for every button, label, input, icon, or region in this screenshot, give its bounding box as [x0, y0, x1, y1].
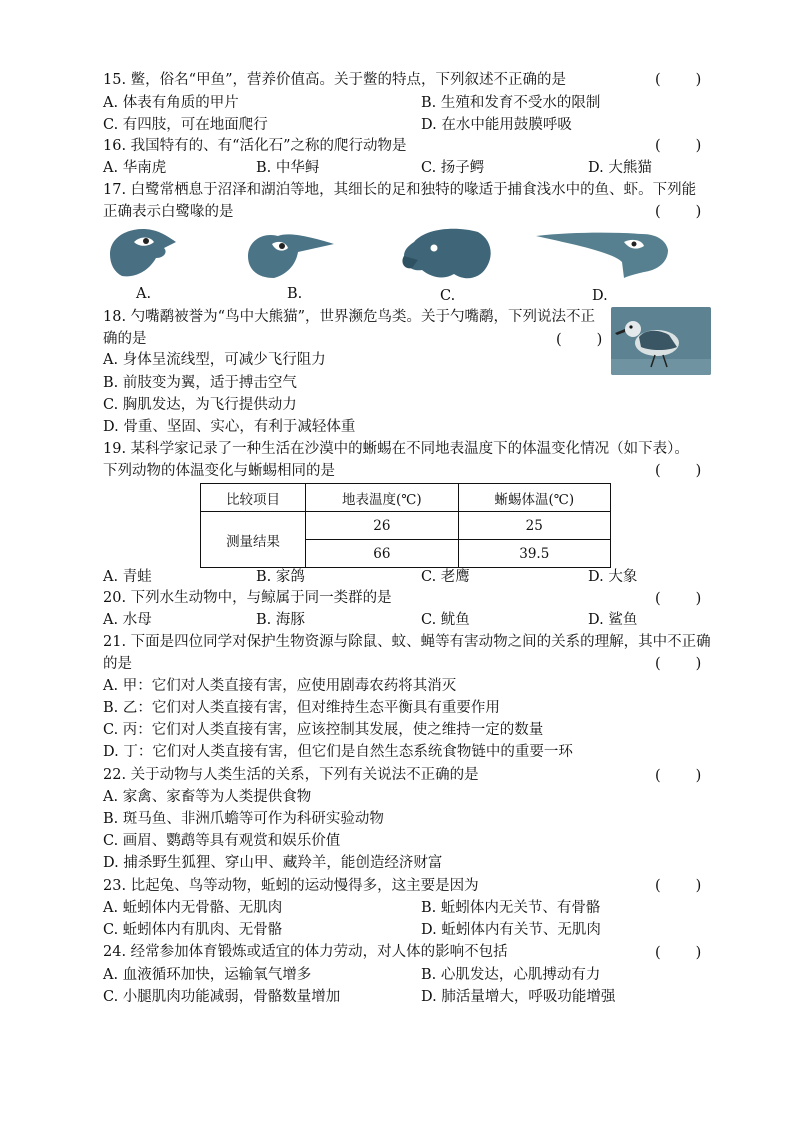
- option-c: C. 蚯蚓体内有肌肉、无骨骼: [103, 922, 283, 938]
- question-stem: 21. 下面是四位同学对保护生物资源与除鼠、蚊、蝇等有害动物之间的关系的理解，其中不正确: [103, 634, 711, 650]
- option-b: B. 斑马鱼、非洲爪蟾等可作为科研实验动物: [103, 811, 384, 827]
- option-c: C. 老鹰: [421, 569, 470, 585]
- option-d: D. 蚯蚓体内有关节、无肌肉: [421, 922, 601, 938]
- option-c: C. 有四肢，可在地面爬行: [103, 117, 268, 133]
- option-a: A. 血液循环加快，运输氧气增多: [103, 967, 312, 983]
- option-a: A. 水母: [103, 612, 152, 628]
- option-c: C. 画眉、鹦鹉等具有观赏和娱乐价值: [103, 833, 341, 849]
- option-c: C. 鱿鱼: [421, 612, 470, 628]
- answer-parentheses: ( ): [655, 138, 704, 154]
- temperature-table: [200, 483, 611, 568]
- question-stem: 23. 比起兔、鸟等动物，蚯蚓的运动慢得多，这主要是因为: [103, 878, 479, 894]
- question-stem: 20. 下列水生动物中，与鲸属于同一类群的是: [103, 590, 392, 606]
- beak-b-image: [238, 222, 338, 282]
- answer-parentheses: ( ): [655, 591, 704, 607]
- answer-parentheses: ( ): [655, 463, 704, 479]
- answer-parentheses: ( ): [655, 204, 704, 220]
- option-a: A. 体表有角质的甲片: [103, 95, 239, 111]
- question-stem: 22. 关于动物与人类生活的关系，下列有关说法不正确的是: [103, 767, 479, 783]
- answer-parentheses: ( ): [655, 768, 704, 784]
- option-b: B. 乙：它们对人类直接有害，但对维持生态平衡具有重要作用: [103, 700, 500, 716]
- table-row-label: 测量结果: [201, 512, 306, 568]
- option-a: A. 家禽、家畜等为人类提供食物: [103, 789, 312, 805]
- question-stem-continued: 下列动物的体温变化与蜥蜴相同的是: [103, 463, 335, 479]
- spoon-billed-sandpiper-photo: [611, 307, 711, 375]
- option-d: D. 骨重、坚固、实心，有利于减轻体重: [103, 419, 356, 435]
- option-b: B. 海豚: [256, 612, 305, 628]
- beak-a-image: [104, 222, 180, 282]
- option-c: C. 丙：它们对人类直接有害，应该控制其发展，使之维持一定的数量: [103, 722, 544, 738]
- option-b: B. 中华鲟: [256, 160, 320, 176]
- answer-parentheses: ( ): [556, 332, 605, 348]
- question-stem: 15. 鳖，俗名“甲鱼”，营养价值高。关于鳖的特点，下列叙述不正确的是: [103, 72, 566, 88]
- answer-parentheses: ( ): [655, 656, 704, 672]
- question-stem: 19. 某科学家记录了一种生活在沙漠中的蜥蜴在不同地表温度下的体温变化情况（如下表）。: [103, 441, 689, 457]
- option-b: B. 生殖和发育不受水的限制: [421, 95, 601, 111]
- question-stem-continued: 正确表示白鹭喙的是: [103, 204, 234, 220]
- beak-d-label: D.: [592, 288, 608, 304]
- question-stem: 18. 勺嘴鹬被誉为“鸟中大熊猫”，世界濒危鸟类。关于勺嘴鹬，下列说法不正: [103, 309, 595, 325]
- option-b: B. 前肢变为翼，适于搏击空气: [103, 375, 297, 391]
- option-d: D. 丁：它们对人类直接有害，但它们是自然生态系统食物链中的重要一环: [103, 744, 573, 760]
- option-b: B. 心肌发达，心肌搏动有力: [421, 967, 601, 983]
- option-d: D. 鲨鱼: [588, 612, 638, 628]
- table-cell: 25: [458, 512, 610, 540]
- table-header-row: [201, 484, 611, 512]
- option-d: D. 肺活量增大，呼吸功能增强: [421, 989, 616, 1005]
- question-stem: 16. 我国特有的、有“活化石”之称的爬行动物是: [103, 138, 407, 154]
- question-stem-continued: 的是: [103, 656, 132, 672]
- option-d: D. 大熊猫: [588, 160, 652, 176]
- table-header: 比较项目: [201, 484, 306, 512]
- option-b: B. 蚯蚓体内无关节、有骨骼: [421, 900, 601, 916]
- option-c: C. 扬子鳄: [421, 160, 485, 176]
- beak-a-label: A.: [136, 286, 152, 302]
- table-cell: 26: [306, 512, 458, 540]
- answer-parentheses: ( ): [655, 945, 704, 961]
- question-stem: 24. 经常参加体育锻炼或适宜的体力劳动，对人体的影响不包括: [103, 944, 508, 960]
- answer-parentheses: ( ): [655, 72, 704, 88]
- question-stem-continued: 确的是: [103, 331, 147, 347]
- option-d: D. 大象: [588, 569, 638, 585]
- beak-c-image: [396, 222, 496, 284]
- option-c: C. 小腿肌肉功能减弱，骨骼数量增加: [103, 989, 341, 1005]
- table-header: 地表温度(℃): [306, 484, 458, 512]
- question-stem: 17. 白鹭常栖息于沼泽和湖泊等地，其细长的足和独特的喙适于捕食浅水中的鱼、虾。下列能: [103, 182, 697, 198]
- option-c: C. 胸肌发达，为飞行提供动力: [103, 397, 297, 413]
- table-header: 蜥蜴体温(℃): [458, 484, 610, 512]
- beak-c-label: C.: [440, 288, 456, 304]
- option-a: A. 身体呈流线型，可减少飞行阻力: [103, 352, 326, 368]
- option-a: A. 蚯蚓体内无骨骼、无肌肉: [103, 900, 283, 916]
- answer-parentheses: ( ): [655, 878, 704, 894]
- table-row: [201, 512, 611, 540]
- table-cell: 39.5: [458, 540, 610, 568]
- option-a: A. 甲：它们对人类直接有害，应使用剧毒农药将其消灭: [103, 678, 457, 694]
- table-cell: 66: [306, 540, 458, 568]
- option-a: A. 青蛙: [103, 569, 152, 585]
- option-d: D. 捕杀野生狐狸、穿山甲、藏羚羊，能创造经济财富: [103, 855, 443, 871]
- beak-d-image: [532, 222, 672, 282]
- option-d: D. 在水中能用鼓膜呼吸: [421, 117, 572, 133]
- option-a: A. 华南虎: [103, 160, 167, 176]
- beak-b-label: B.: [287, 286, 303, 302]
- option-b: B. 家鸽: [256, 569, 305, 585]
